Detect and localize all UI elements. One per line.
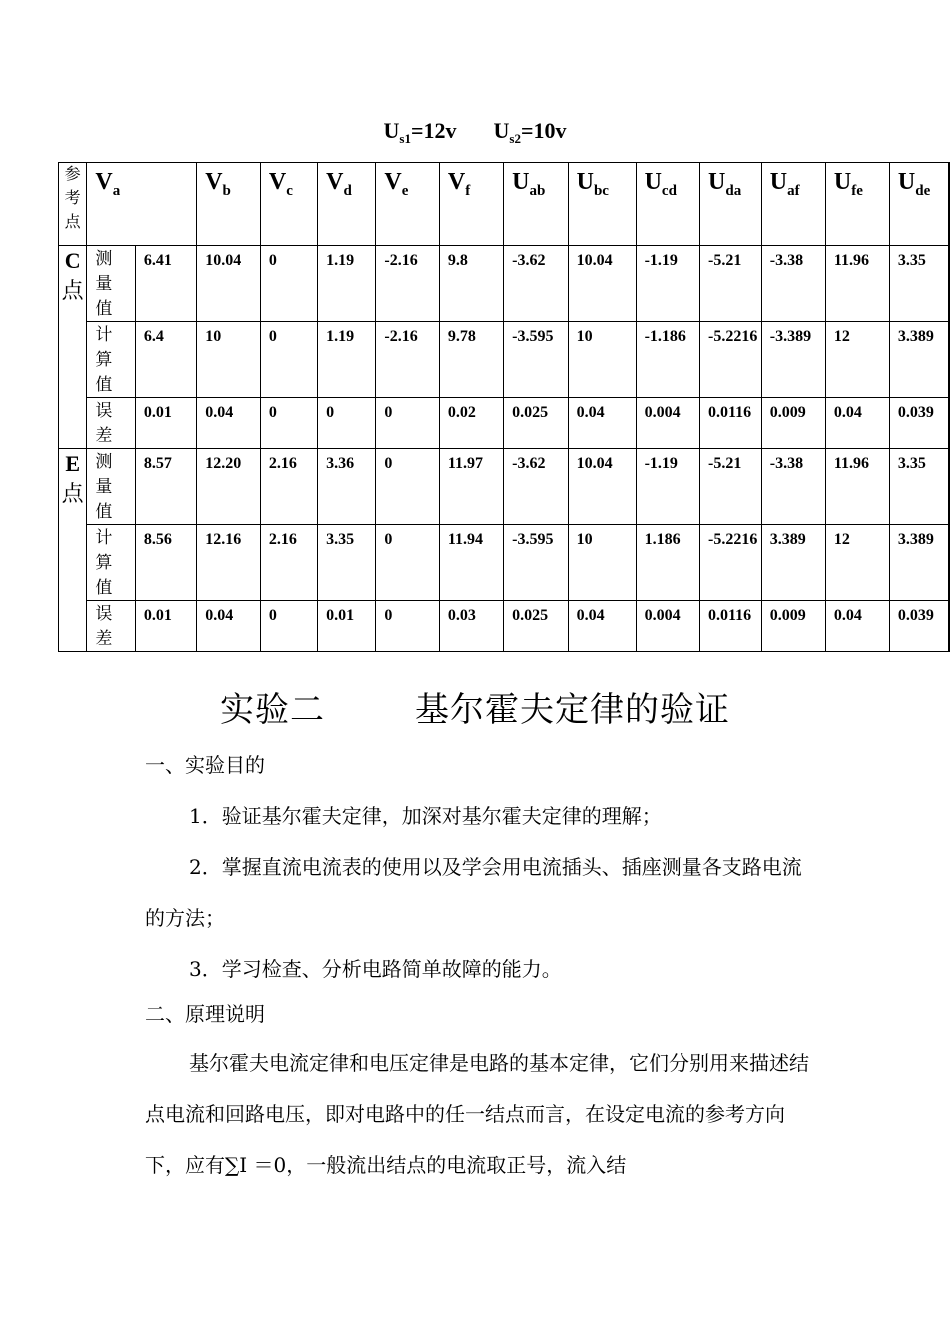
table-row — [59, 449, 950, 525]
table-cell: 12.16 — [197, 525, 261, 601]
table-cell: 0 — [318, 398, 376, 449]
table-cell: 12 — [825, 322, 889, 398]
table-cell: 11.96 — [825, 246, 889, 322]
experiment-title — [0, 682, 950, 731]
table-cell: 0.04 — [197, 398, 261, 449]
row-label: 计 算 值 — [87, 322, 135, 398]
experiment-number: 实验二 — [220, 690, 325, 730]
table-cell: 12 — [825, 525, 889, 601]
table-cell: 6.4 — [135, 322, 196, 398]
table-cell: 0.009 — [761, 398, 825, 449]
table-cell: 0 — [260, 322, 317, 398]
table-cell: 2.16 — [260, 449, 317, 525]
reference-point-header: 参 考 点 — [59, 163, 87, 246]
table-cell: 3.389 — [889, 322, 949, 398]
table-cell: 0 — [260, 601, 317, 652]
table-cell: -3.62 — [504, 449, 568, 525]
table-row — [59, 322, 950, 398]
column-header-Ve: $V_e$ — [376, 163, 440, 246]
measurement-table — [58, 162, 950, 652]
table-cell: 10.04 — [568, 246, 636, 322]
table-cell: 10.04 — [197, 246, 261, 322]
us2-label: $U_{s2}=10v$ — [493, 118, 567, 146]
reference-point-C: C 点 — [59, 246, 87, 449]
table-cell: -3.595 — [504, 525, 568, 601]
section-heading-purpose: 一、实验目的 — [145, 753, 265, 777]
table-row — [59, 398, 950, 449]
table-cell: 10 — [568, 525, 636, 601]
table-cell: 0.02 — [439, 398, 503, 449]
table-cell: 2.16 — [260, 525, 317, 601]
table-cell: -1.19 — [636, 246, 699, 322]
table-cell: -3.62 — [504, 246, 568, 322]
column-header-Uab: $U_{ab}$ — [504, 163, 568, 246]
table-row — [59, 525, 950, 601]
purpose-item-2: 2．掌握直流电流表的使用以及学会用电流插头、插座测量各支路电流的方法； — [145, 855, 802, 930]
section-heading-principle: 二、原理说明 — [145, 1002, 265, 1026]
column-header-Ucd: $U_{cd}$ — [636, 163, 699, 246]
table-cell: 10.04 — [568, 449, 636, 525]
table-cell: 8.56 — [135, 525, 196, 601]
table-cell: -3.389 — [761, 322, 825, 398]
purpose-item-1: 1．验证基尔霍夫定律，加深对基尔霍夫定律的理解； — [189, 804, 662, 828]
table-cell: 0.01 — [318, 601, 376, 652]
table-cell: -5.21 — [700, 246, 762, 322]
table-cell: 0.01 — [135, 398, 196, 449]
table-cell: 1.186 — [636, 525, 699, 601]
table-cell: 1.19 — [318, 322, 376, 398]
table-cell: 0.004 — [636, 398, 699, 449]
source-voltage-header — [0, 118, 950, 147]
table-cell: 10 — [197, 322, 261, 398]
table-cell: 1.19 — [318, 246, 376, 322]
table-cell: -2.16 — [376, 322, 440, 398]
table-cell: -5.2216 — [700, 322, 762, 398]
table-cell: 0.0116 — [700, 398, 762, 449]
column-header-Va: $V_a$ — [87, 163, 197, 246]
row-label: 误 差 — [87, 398, 135, 449]
row-label: 计 算 值 — [87, 525, 135, 601]
column-header-Vd: $V_d$ — [318, 163, 376, 246]
table-cell: 0.009 — [761, 601, 825, 652]
table-row — [59, 601, 950, 652]
table-cell: -3.38 — [761, 449, 825, 525]
table-cell: 10 — [568, 322, 636, 398]
table-cell: 3.35 — [889, 449, 949, 525]
table-cell: 0.0116 — [700, 601, 762, 652]
column-header-Ude: $U_{de}$ — [889, 163, 949, 246]
table-cell: 3.389 — [761, 525, 825, 601]
table-row — [59, 246, 950, 322]
table-cell: 0.004 — [636, 601, 699, 652]
table-cell: 8.57 — [135, 449, 196, 525]
table-cell: -2.16 — [376, 246, 440, 322]
table-cell: 0 — [376, 525, 440, 601]
reference-point-E: E 点 — [59, 449, 87, 652]
column-header-Vb: $V_b$ — [197, 163, 261, 246]
table-cell: 3.36 — [318, 449, 376, 525]
table-cell: 0.039 — [889, 398, 949, 449]
table-cell: -1.186 — [636, 322, 699, 398]
table-cell: 3.35 — [318, 525, 376, 601]
table-cell: 0.025 — [504, 601, 568, 652]
column-header-Ufe: $U_{fe}$ — [825, 163, 889, 246]
table-cell: 0.04 — [197, 601, 261, 652]
table-cell: 9.78 — [439, 322, 503, 398]
table-cell: 0.025 — [504, 398, 568, 449]
table-cell: 3.35 — [889, 246, 949, 322]
row-label: 测 量 值 — [87, 246, 135, 322]
header-row — [59, 163, 950, 246]
column-header-Uda: $U_{da}$ — [700, 163, 762, 246]
table-cell: 0 — [260, 246, 317, 322]
us1-label: $U_{s1}=12v$ — [383, 118, 457, 146]
table-cell: 11.96 — [825, 449, 889, 525]
table-cell: 0.04 — [825, 398, 889, 449]
table-cell: -1.19 — [636, 449, 699, 525]
table-cell: 3.389 — [889, 525, 949, 601]
experiment-name: 基尔霍夫定律的验证 — [415, 690, 730, 730]
table-cell: 0 — [376, 398, 440, 449]
table-cell: -3.38 — [761, 246, 825, 322]
purpose-item-3: 3．学习检查、分析电路简单故障的能力。 — [189, 957, 562, 981]
column-header-Uaf: $U_{af}$ — [761, 163, 825, 246]
table-cell: 0.04 — [568, 398, 636, 449]
table-cell: 0.01 — [135, 601, 196, 652]
table-cell: 0.04 — [825, 601, 889, 652]
table-cell: 11.94 — [439, 525, 503, 601]
table-cell: 0.03 — [439, 601, 503, 652]
table-cell: 0.039 — [889, 601, 949, 652]
column-header-Vf: $V_f$ — [439, 163, 503, 246]
table-cell: 0 — [376, 601, 440, 652]
table-cell: -3.595 — [504, 322, 568, 398]
table-cell: 12.20 — [197, 449, 261, 525]
row-label: 误 差 — [87, 601, 135, 652]
table-cell: 11.97 — [439, 449, 503, 525]
table-cell: 0 — [376, 449, 440, 525]
principle-paragraph: 基尔霍夫电流定律和电压定律是电路的基本定律，它们分别用来描述结点电流和回路电压，即对电路中的任一结点而言，在设定电流的参考方向下，应有∑I ＝0，一般流出结点的电流取正号，流入结 — [145, 1051, 809, 1177]
column-header-Ubc: $U_{bc}$ — [568, 163, 636, 246]
row-label: 测 量 值 — [87, 449, 135, 525]
table-cell: 6.41 — [135, 246, 196, 322]
table-cell: 9.8 — [439, 246, 503, 322]
table-cell: 0.04 — [568, 601, 636, 652]
table-cell: -5.21 — [700, 449, 762, 525]
table-cell: 0 — [260, 398, 317, 449]
column-header-Vc: $V_c$ — [260, 163, 317, 246]
table-cell: -5.2216 — [700, 525, 762, 601]
